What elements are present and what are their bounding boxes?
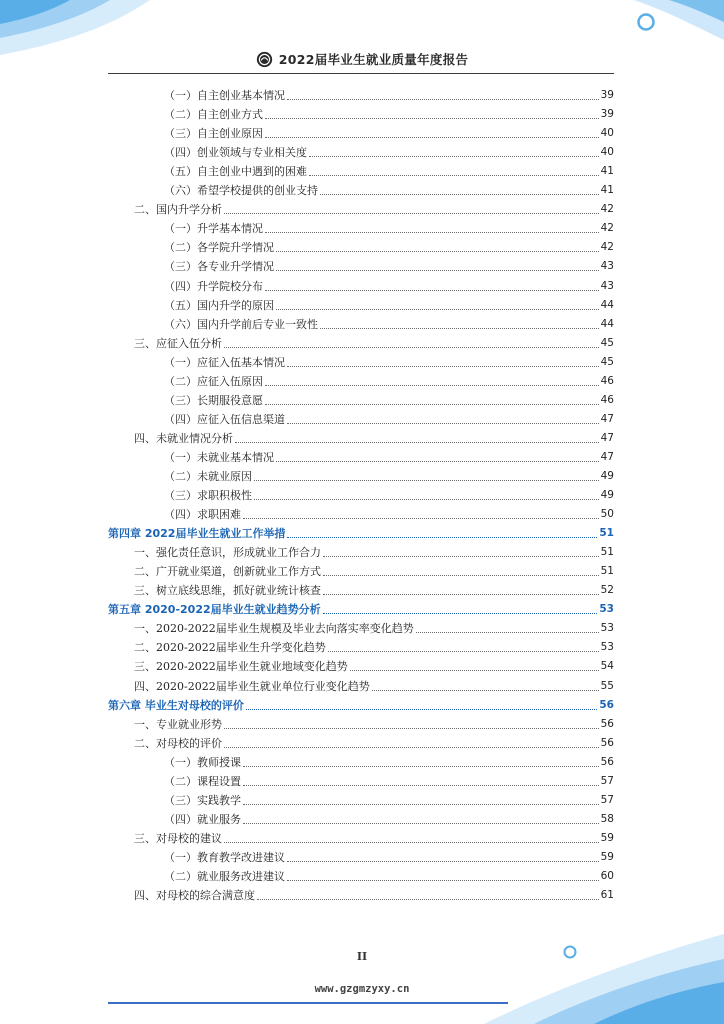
- toc-page-number: 47: [600, 450, 614, 463]
- toc-entry-title: （一）自主创业基本情况: [164, 89, 285, 103]
- toc-dot-leader: [276, 251, 599, 252]
- toc-entry[interactable]: [108, 296, 614, 315]
- toc-dot-leader: [246, 709, 598, 710]
- toc-page-number: 43: [600, 279, 614, 292]
- toc-entry-title: 第六章 毕业生对母校的评价: [108, 698, 244, 712]
- toc-entry-title: （一）教育教学改进建议: [164, 850, 285, 864]
- toc-dot-leader: [265, 404, 599, 405]
- toc-dot-leader: [309, 156, 599, 157]
- toc-page-number: 54: [600, 660, 614, 673]
- toc-page-number: 41: [600, 165, 614, 178]
- toc-page-number: 42: [600, 222, 614, 235]
- toc-entry-title: 四、未就业情况分析: [134, 431, 233, 445]
- toc-page-number: 51: [600, 546, 614, 559]
- toc-entry[interactable]: [108, 372, 614, 391]
- toc-dot-leader: [276, 309, 599, 310]
- toc-dot-leader: [276, 270, 599, 271]
- toc-page-number: 56: [600, 717, 614, 730]
- toc-entry[interactable]: [108, 124, 614, 143]
- toc-entry-title: 三、2020-2022届毕业生就业地域变化趋势: [134, 660, 348, 674]
- toc-entry[interactable]: [108, 619, 614, 638]
- toc-dot-leader: [328, 651, 599, 652]
- toc-entry[interactable]: [108, 657, 614, 676]
- toc-page-number: 51: [600, 565, 614, 578]
- toc-page-number: 46: [600, 393, 614, 406]
- bottom-right-wave-decoration: [484, 914, 724, 1024]
- toc-entry[interactable]: [108, 753, 614, 772]
- toc-entry-title: 三、对母校的建议: [134, 831, 222, 845]
- toc-chapter-entry[interactable]: [108, 524, 614, 543]
- toc-entry-title: 一、强化责任意识，形成就业工作合力: [134, 546, 321, 560]
- toc-page-number: 47: [600, 431, 614, 444]
- toc-entry[interactable]: [108, 848, 614, 867]
- toc-entry[interactable]: [108, 829, 614, 848]
- toc-entry-title: 四、对母校的综合满意度: [134, 889, 255, 903]
- toc-entry[interactable]: [108, 505, 614, 524]
- toc-dot-leader: [350, 670, 599, 671]
- toc-page-number: 53: [600, 641, 614, 654]
- toc-page-number: 51: [599, 527, 614, 540]
- toc-dot-leader: [287, 537, 597, 538]
- toc-entry[interactable]: [108, 391, 614, 410]
- toc-dot-leader: [243, 518, 599, 519]
- toc-page-number: 50: [600, 508, 614, 521]
- toc-page-number: 45: [600, 355, 614, 368]
- toc-page-number: 60: [600, 869, 614, 882]
- toc-entry[interactable]: [108, 467, 614, 486]
- toc-entry[interactable]: [108, 315, 614, 334]
- toc-page-number: 40: [600, 127, 614, 140]
- toc-dot-leader: [224, 213, 599, 214]
- toc-page-number: 49: [600, 469, 614, 482]
- toc-entry[interactable]: [108, 105, 614, 124]
- toc-page-number: 40: [600, 146, 614, 159]
- toc-entry-title: （四）求职困难: [164, 508, 241, 522]
- toc-dot-leader: [243, 804, 599, 805]
- toc-dot-leader: [254, 480, 599, 481]
- toc-entry[interactable]: [108, 86, 614, 105]
- toc-entry-title: 二、对母校的评价: [134, 736, 222, 750]
- footer-divider: [108, 1002, 508, 1004]
- toc-entry-title: 四、2020-2022届毕业生就业单位行业变化趋势: [134, 679, 370, 693]
- toc-page-number: 39: [600, 89, 614, 102]
- toc-dot-leader: [287, 99, 599, 100]
- toc-page-number: 46: [600, 374, 614, 387]
- toc-entry[interactable]: [108, 734, 614, 753]
- toc-page-number: 53: [599, 603, 614, 616]
- toc-entry-title: （四）创业领域与专业相关度: [164, 146, 307, 160]
- toc-dot-leader: [287, 366, 599, 367]
- toc-entry-title: 一、2020-2022届毕业生规模及毕业去向落实率变化趋势: [134, 622, 414, 636]
- toc-page-number: 43: [600, 260, 614, 273]
- toc-dot-leader: [254, 499, 599, 500]
- report-title: 2022届毕业生就业质量年度报告: [278, 52, 469, 67]
- toc-page-number: 53: [600, 622, 614, 635]
- toc-entry-title: 三、树立底线思维，抓好就业统计核查: [134, 584, 321, 598]
- toc-dot-leader: [323, 594, 599, 595]
- toc-entry-title: 第四章 2022届毕业生就业工作举措: [108, 527, 286, 541]
- toc-entry-title: （五）自主创业中遇到的困难: [164, 165, 307, 179]
- toc-page-number: 61: [600, 889, 614, 902]
- toc-page-number: 39: [600, 108, 614, 121]
- toc-entry[interactable]: [108, 276, 614, 295]
- toc-page-number: 52: [600, 584, 614, 597]
- toc-dot-leader: [257, 899, 599, 900]
- toc-entry-title: （三）自主创业原因: [164, 127, 263, 141]
- toc-entry-title: （三）求职积极性: [164, 489, 252, 503]
- toc-entry-title: （三）各专业升学情况: [164, 260, 274, 274]
- toc-dot-leader: [323, 613, 598, 614]
- toc-entry-title: （二）就业服务改进建议: [164, 869, 285, 883]
- toc-dot-leader: [320, 194, 599, 195]
- toc-page-number: 58: [600, 812, 614, 825]
- toc-entry-title: （四）就业服务: [164, 812, 241, 826]
- toc-page-number: 44: [600, 298, 614, 311]
- toc-dot-leader: [372, 690, 599, 691]
- toc-entry-title: （一）应征入伍基本情况: [164, 355, 285, 369]
- toc-page-number: 56: [600, 736, 614, 749]
- toc-entry[interactable]: [108, 715, 614, 734]
- toc-dot-leader: [265, 232, 599, 233]
- toc-entry[interactable]: [108, 810, 614, 829]
- toc-entry[interactable]: [108, 772, 614, 791]
- toc-entry[interactable]: [108, 486, 614, 505]
- page-number: II: [356, 950, 368, 963]
- toc-dot-leader: [224, 347, 599, 348]
- toc-entry-title: 二、国内升学分析: [134, 203, 222, 217]
- toc-entry[interactable]: [108, 143, 614, 162]
- toc-entry[interactable]: [108, 181, 614, 200]
- toc-dot-leader: [243, 823, 599, 824]
- toc-dot-leader: [265, 118, 599, 119]
- toc-dot-leader: [224, 747, 599, 748]
- toc-page-number: 42: [600, 241, 614, 254]
- toc-dot-leader: [235, 442, 599, 443]
- toc-dot-leader: [265, 385, 599, 386]
- toc-chapter-entry[interactable]: [108, 600, 614, 619]
- toc-entry-title: （二）各学院升学情况: [164, 241, 274, 255]
- toc-page-number: 56: [599, 698, 614, 711]
- toc-page-number: 45: [600, 336, 614, 349]
- toc-entry-title: （一）升学基本情况: [164, 222, 263, 236]
- toc-page-number: 57: [600, 793, 614, 806]
- toc-entry-title: 二、2020-2022届毕业生升学变化趋势: [134, 641, 326, 655]
- toc-chapter-entry[interactable]: [108, 696, 614, 715]
- toc-dot-leader: [265, 137, 599, 138]
- toc-page-number: 59: [600, 831, 614, 844]
- footer-website-url[interactable]: www.gzgmzyxy.cn: [314, 983, 410, 995]
- toc-entry[interactable]: [108, 257, 614, 276]
- header-divider: [108, 73, 614, 74]
- toc-entry[interactable]: [108, 581, 614, 600]
- toc-entry[interactable]: [108, 200, 614, 219]
- toc-page-number: 57: [600, 774, 614, 787]
- toc-dot-leader: [224, 842, 599, 843]
- toc-page-number: 55: [600, 679, 614, 692]
- toc-dot-leader: [323, 556, 599, 557]
- toc-entry-title: （二）自主创业方式: [164, 108, 263, 122]
- toc-page-number: 49: [600, 489, 614, 502]
- toc-page-number: 59: [600, 850, 614, 863]
- toc-page-number: 41: [600, 184, 614, 197]
- toc-dot-leader: [243, 766, 599, 767]
- toc-entry-title: （四）应征入伍信息渠道: [164, 412, 285, 426]
- toc-entry-title: （五）国内升学的原因: [164, 298, 274, 312]
- toc-entry-title: （二）应征入伍原因: [164, 374, 263, 388]
- toc-entry[interactable]: [108, 334, 614, 353]
- toc-entry[interactable]: [108, 562, 614, 581]
- toc-page-number: 56: [600, 755, 614, 768]
- toc-entry[interactable]: [108, 238, 614, 257]
- toc-entry-title: （二）未就业原因: [164, 469, 252, 483]
- toc-dot-leader: [323, 575, 599, 576]
- toc-page-number: 47: [600, 412, 614, 425]
- toc-entry[interactable]: [108, 353, 614, 372]
- toc-entry-title: （三）长期服役意愿: [164, 393, 263, 407]
- toc-entry-title: （三）实践教学: [164, 793, 241, 807]
- toc-entry-title: （一）教师授课: [164, 755, 241, 769]
- toc-entry[interactable]: [108, 410, 614, 429]
- page-header: [0, 50, 724, 68]
- table-of-contents: [108, 86, 614, 905]
- toc-dot-leader: [320, 328, 599, 329]
- toc-dot-leader: [265, 290, 599, 291]
- toc-dot-leader: [287, 880, 599, 881]
- toc-entry[interactable]: [108, 219, 614, 238]
- toc-entry-title: （四）升学院校分布: [164, 279, 263, 293]
- toc-entry[interactable]: [108, 429, 614, 448]
- toc-entry[interactable]: [108, 162, 614, 181]
- toc-entry-title: 第五章 2020-2022届毕业生就业趋势分析: [108, 603, 321, 617]
- toc-dot-leader: [224, 728, 599, 729]
- toc-dot-leader: [276, 461, 599, 462]
- toc-entry[interactable]: [108, 676, 614, 695]
- toc-entry-title: （一）未就业基本情况: [164, 450, 274, 464]
- toc-entry-title: 二、广开就业渠道，创新就业工作方式: [134, 565, 321, 579]
- toc-dot-leader: [243, 785, 599, 786]
- toc-entry[interactable]: [108, 448, 614, 467]
- college-emblem-icon: [256, 51, 273, 68]
- toc-dot-leader: [416, 632, 599, 633]
- toc-entry[interactable]: [108, 867, 614, 886]
- toc-entry[interactable]: [108, 543, 614, 562]
- toc-page-number: 42: [600, 203, 614, 216]
- toc-page-number: 44: [600, 317, 614, 330]
- toc-dot-leader: [309, 175, 599, 176]
- toc-dot-leader: [287, 861, 599, 862]
- toc-entry-title: 一、专业就业形势: [134, 717, 222, 731]
- toc-dot-leader: [287, 423, 599, 424]
- toc-entry-title: （六）国内升学前后专业一致性: [164, 317, 318, 331]
- toc-entry[interactable]: [108, 791, 614, 810]
- toc-entry-title: （二）课程设置: [164, 774, 241, 788]
- toc-entry-title: （六）希望学校提供的创业支持: [164, 184, 318, 198]
- toc-entry[interactable]: [108, 886, 614, 905]
- toc-entry[interactable]: [108, 638, 614, 657]
- toc-entry-title: 三、应征入伍分析: [134, 336, 222, 350]
